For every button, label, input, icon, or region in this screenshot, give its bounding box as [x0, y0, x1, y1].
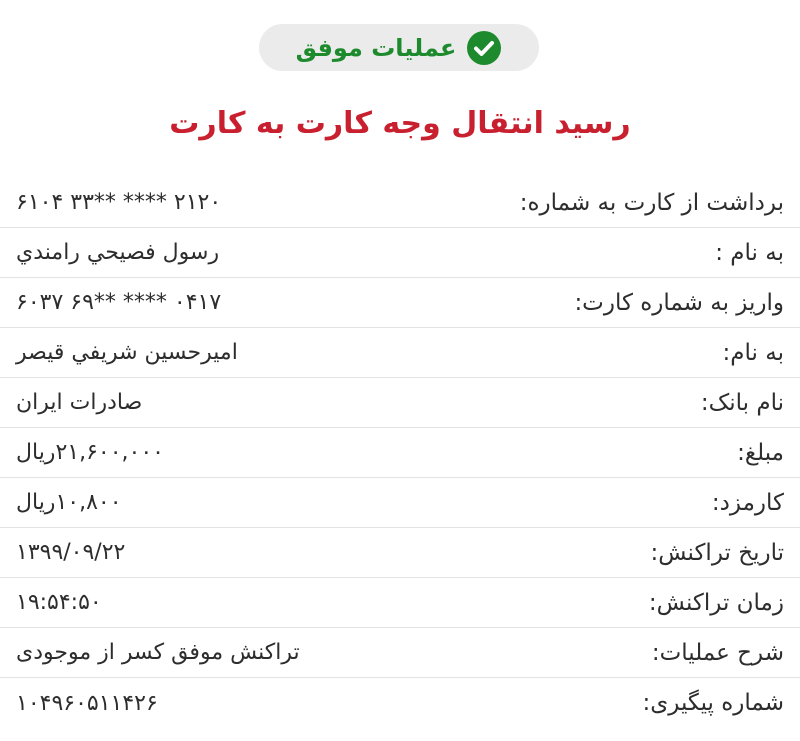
row-time: [0, 578, 800, 628]
row-source-name: [0, 228, 800, 278]
amount-label: مبلغ:: [737, 439, 784, 466]
row-source-card: [0, 178, 800, 228]
row-bank-name: [0, 378, 800, 428]
row-amount: [0, 428, 800, 478]
status-badge: [259, 24, 539, 71]
status-text: عملیات موفق: [295, 33, 457, 62]
dest-card-label: واریز به شماره کارت:: [574, 289, 784, 316]
source-card-value: ۶۱۰۴ ۳۳** **** ۲۱۲۰: [16, 190, 222, 215]
row-date: [0, 528, 800, 578]
bank-name-label: نام بانک:: [700, 389, 784, 416]
dest-card-value: ۶۰۳۷ ۶۹** **** ۰۴۱۷: [16, 290, 222, 315]
row-fee: [0, 478, 800, 528]
row-description: [0, 628, 800, 678]
check-circle-icon: [466, 30, 502, 66]
receipt-title: رسید انتقال وجه کارت به کارت: [169, 106, 631, 141]
description-value: تراکنش موفق کسر از موجودی: [16, 640, 300, 665]
row-dest-name: [0, 328, 800, 378]
row-dest-card: [0, 278, 800, 328]
fee-value: ۱۰,۸۰۰ریال: [16, 490, 122, 515]
description-label: شرح عملیات:: [651, 639, 784, 666]
source-name-label: به نام :: [715, 239, 784, 266]
source-card-label: برداشت از کارت به شماره:: [519, 189, 784, 216]
dest-name-value: اميرحسين شريفي قيصر: [16, 340, 238, 365]
dest-name-label: به نام:: [722, 339, 784, 366]
time-label: زمان تراکنش:: [648, 589, 784, 616]
row-tracking-number: [0, 678, 800, 728]
source-name-value: رسول فصيحي رامندي: [16, 240, 220, 265]
time-value: ۱۹:۵۴:۵۰: [16, 590, 102, 615]
tracking-number-value: ۱۰۴۹۶۰۵۱۱۴۲۶: [16, 690, 158, 716]
date-label: تاریخ تراکنش:: [650, 539, 784, 566]
bank-name-value: صادرات ایران: [16, 390, 143, 415]
date-value: ۱۳۹۹/۰۹/۲۲: [16, 540, 126, 565]
fee-label: کارمزد:: [711, 489, 784, 516]
receipt-details: [0, 178, 800, 728]
tracking-number-label: شماره پیگیری:: [642, 690, 784, 716]
amount-value: ۲۱,۶۰۰,۰۰۰ریال: [16, 440, 164, 465]
